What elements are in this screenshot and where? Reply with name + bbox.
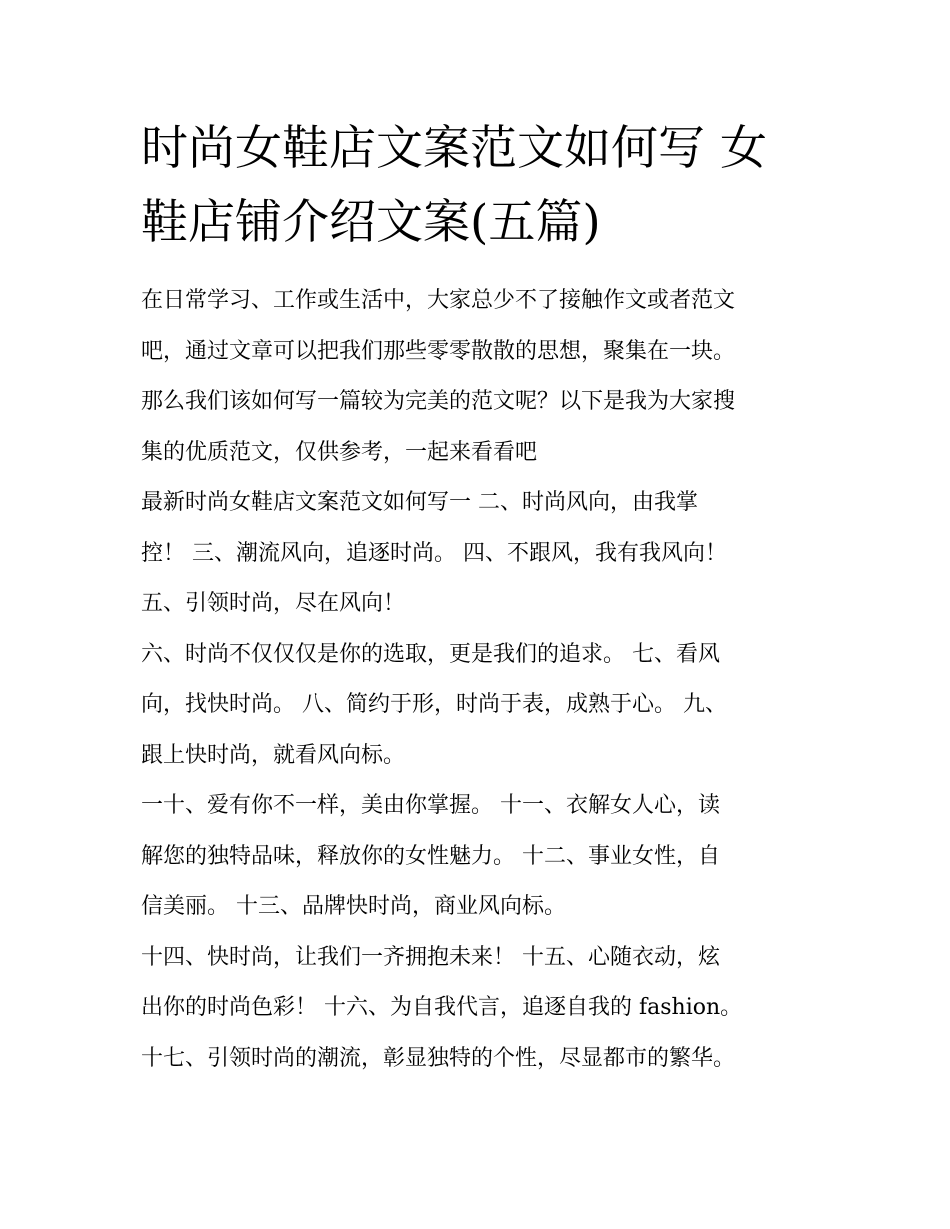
text-line: 十四、快时尚，让我们一齐拥抱未来！ 十五、心随衣动，炫 <box>141 944 720 970</box>
text-line: 跟上快时尚，就看风向标。 <box>141 742 406 768</box>
text-line: 控！ 三、潮流风向，追逐时尚。 四、不跟风，我有我风向！ <box>141 540 727 566</box>
paragraph-slogans-4 <box>141 933 821 1085</box>
text-line: 解您的独特品味，释放你的女性魅力。 十二、事业女性，自 <box>141 843 720 869</box>
text-line: 十七、引领时尚的潮流，彰显独特的个性，尽显都市的繁华。 <box>141 1045 736 1071</box>
text-line: 向，找快时尚。 八、简约于形，时尚于表，成熟于心。 九、 <box>141 692 727 717</box>
text-line: 那么我们该如何写一篇较为完美的范文呢？以下是我为大家搜 <box>141 389 736 414</box>
title-line: 时尚女鞋店文案范文如何写 女 <box>141 121 767 176</box>
paragraph-slogans-1 <box>141 478 821 630</box>
text-line: 在日常学习、工作或生活中，大家总少不了接触作文或者范文 <box>141 288 736 313</box>
text-line: 六、时尚不仅仅仅是你的选取，更是我们的追求。 七、看风 <box>141 641 720 667</box>
title-line: 鞋店铺介绍文案(五篇) <box>141 195 601 250</box>
paragraph-intro <box>141 276 821 478</box>
document-body <box>141 276 821 1084</box>
text-line: 最新时尚女鞋店文案范文如何写一 二、时尚风向，由我掌 <box>141 490 698 515</box>
text-line: 五、引领时尚，尽在风向！ <box>141 591 406 616</box>
text-line: 信美丽。 十三、品牌快时尚，商业风向标。 <box>141 894 566 919</box>
text-line: 出你的时尚色彩！ 十六、为自我代言，追逐自我的 fashion。 <box>141 995 743 1020</box>
text-line: 一十、爱有你不一样，美由你掌握。 十一、衣解女人心，读 <box>141 793 720 818</box>
text-line: 吧，通过文章可以把我们那些零零散散的思想，聚集在一块。 <box>141 338 736 364</box>
document-title <box>141 112 821 260</box>
text-line: 集的优质范文，仅供参考，一起来看看吧 <box>141 439 538 465</box>
paragraph-slogans-2 <box>141 630 821 782</box>
paragraph-slogans-3 <box>141 781 821 933</box>
